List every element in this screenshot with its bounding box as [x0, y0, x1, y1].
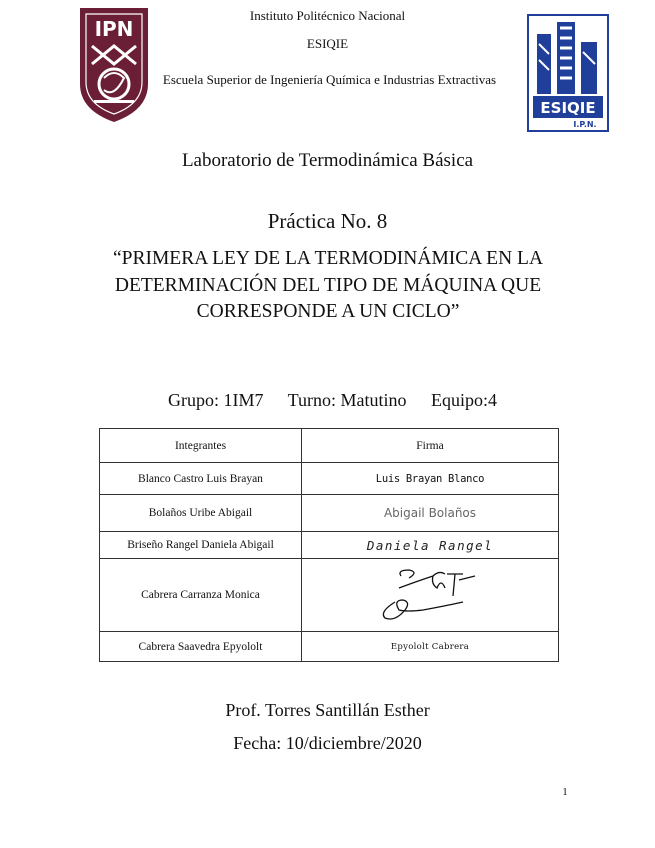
member-name: Cabrera Saavedra Epyololt [100, 632, 302, 662]
handwritten-signature [375, 566, 485, 622]
table-row [100, 632, 559, 662]
header-signature: Firma [302, 429, 559, 463]
table-row [100, 495, 559, 532]
team-members-table [99, 428, 559, 662]
member-name: Briseño Rangel Daniela Abigail [100, 532, 302, 559]
member-signature: Epyololt Cabrera [302, 632, 559, 662]
esiqie-logo [527, 14, 609, 132]
group-label: Grupo: 1IM7 [167, 390, 264, 410]
esiqie-logo-text: ESIQIE [540, 99, 596, 117]
ipn-logo-text: IPN [94, 17, 134, 41]
table-row [100, 559, 559, 632]
member-name: Bolaños Uribe Abigail [100, 495, 302, 532]
team-label: Equipo:4 [431, 390, 498, 410]
member-signature: Luis Brayan Blanco [302, 463, 559, 495]
member-name: Cabrera Carranza Monica [100, 559, 302, 632]
school-name: Escuela Superior de Ingeniería Química e Industrias Extractivas [162, 72, 497, 87]
member-signature: Abigail Bolaños [302, 495, 559, 532]
school-acronym: ESIQIE [306, 36, 349, 51]
member-name: Blanco Castro Luis Brayan [100, 463, 302, 495]
page-number: 1 [562, 786, 568, 798]
member-signature [302, 559, 559, 632]
lab-name: Laboratorio de Termodinámica Básica [181, 150, 474, 171]
ipn-logo [74, 6, 154, 124]
date: Fecha: 10/diciembre/2020 [233, 733, 422, 753]
table-row [100, 532, 559, 559]
practice-number: Práctica No. 8 [267, 209, 388, 233]
institution-name: Instituto Politécnico Nacional [249, 8, 406, 23]
esiqie-logo-subtext: I.P.N. [573, 120, 597, 129]
shift-label: Turno: Matutino [287, 390, 407, 410]
member-signature: Daniela Rangel [302, 532, 559, 559]
table-header-row [100, 429, 559, 463]
professor-name: Prof. Torres Santillán Esther [225, 700, 430, 720]
practice-title: “PRIMERA LEY DE LA TERMODINÁMICA EN LA DETERMINACIÓN DEL TIPO DE MÁQUINA QUE CORRESPONDE A UN CICLO” [112, 248, 544, 322]
table-row [100, 463, 559, 495]
header-members: Integrantes [100, 429, 302, 463]
group-info [150, 390, 515, 411]
